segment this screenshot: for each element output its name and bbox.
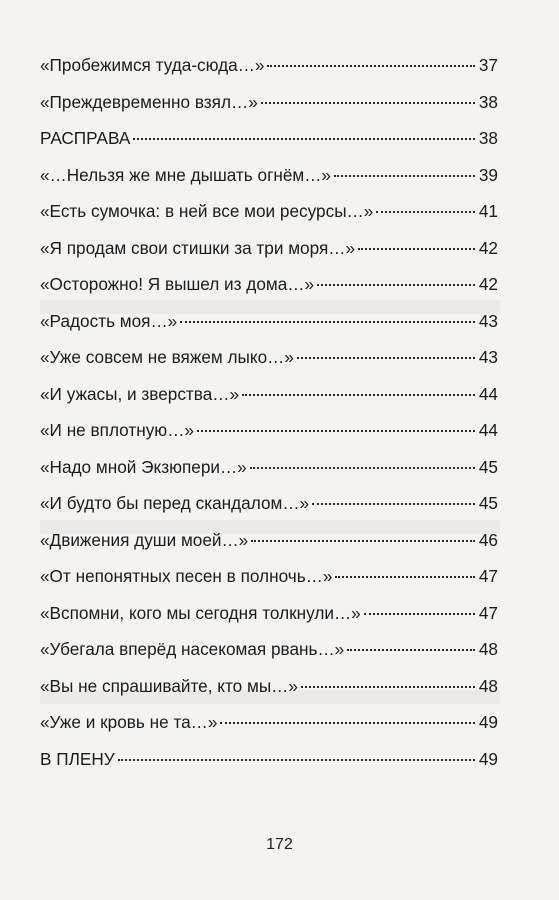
toc-entry-page: 45 [478,493,498,513]
toc-entry [40,488,498,525]
toc-entry-page: 37 [478,55,498,75]
toc-entry-page: 38 [478,128,498,148]
toc-entry-page: 47 [478,602,498,623]
dot-leader [334,175,475,177]
toc-entry-page: 43 [478,310,498,331]
dot-leader [267,65,474,67]
toc-entry-page: 38 [478,91,498,112]
dot-leader [197,430,475,432]
toc-entry-title: «Движения души моей…» [40,529,249,550]
toc-entry-page: 39 [478,164,498,185]
dot-leader [261,102,475,104]
toc-entry-title: «И не вплотную…» [40,420,194,440]
toc-entry-title: «Преждевременно взял…» [40,91,258,112]
dot-leader [301,686,475,688]
dot-leader [297,357,475,359]
toc-entry-title: «И ужасы, и зверства…» [40,383,240,404]
toc-entry-title: РАСПРАВА [40,128,131,148]
toc-entry [40,160,498,197]
toc-entry [40,87,498,124]
toc-entry-title: «Радость моя…» [40,310,178,331]
toc-entry-title: В ПЛЕНУ [40,748,115,769]
toc-entry-page: 45 [478,456,498,477]
toc-entry [40,598,498,635]
toc-entry [40,306,498,343]
toc-entry [40,671,498,708]
dot-leader [242,394,475,396]
toc-entry-title: «Я продам свои стишки за три моря…» [40,237,356,258]
dot-leader [133,138,475,140]
toc-entry-title: «И будто бы перед скандалом…» [40,493,310,513]
dot-leader [376,211,475,213]
dot-leader [364,613,475,615]
dot-leader [220,722,474,724]
page-number: 172 [266,836,293,853]
toc-entry-title: «Пробежимся туда-сюда…» [40,55,265,75]
toc-entry-page: 44 [478,420,498,440]
dot-leader [180,321,475,323]
toc-entry [40,50,498,87]
toc-entry [40,707,498,744]
dot-leader [250,467,475,469]
toc-entry [40,525,498,562]
toc-entry-page: 47 [478,566,498,586]
toc-entry [40,415,498,452]
dot-leader [251,540,475,542]
toc-entry-title: «Убегала вперёд насекомая рвань…» [40,639,345,659]
dot-leader [347,649,475,651]
toc-entry-page: 46 [478,529,498,550]
dot-leader [118,759,475,761]
dot-leader [317,284,475,286]
toc-entry [40,744,498,781]
toc-entry-title: «Надо мной Экзюпери…» [40,456,247,477]
toc-entry [40,634,498,671]
table-of-contents [40,50,498,780]
toc-entry-title: «Осторожно! Я вышел из дома…» [40,274,315,294]
toc-entry [40,269,498,306]
toc-entry-title: «Есть сумочка: в ней все мои ресурсы…» [40,201,374,221]
toc-entry-page: 48 [478,675,498,696]
toc-entry-title: «Вы не спрашивайте, кто мы…» [40,675,298,696]
toc-entry-page: 43 [478,347,498,367]
toc-entry-page: 42 [478,274,498,294]
toc-entry [40,452,498,489]
toc-entry [40,379,498,416]
toc-entry-page: 49 [478,748,498,769]
toc-entry [40,561,498,598]
toc-entry-title: «Уже и кровь не та…» [40,712,218,732]
toc-entry [40,342,498,379]
toc-entry-page: 48 [478,639,498,659]
toc-entry-page: 49 [478,712,498,732]
toc-entry-page: 44 [478,383,498,404]
toc-entry [40,123,498,160]
toc-entry-title: «От непонятных песен в полночь…» [40,566,333,586]
dot-leader [312,503,475,505]
toc-entry-title: «…Нельзя же мне дышать огнём…» [40,164,331,185]
toc-entry-title: «Уже совсем не вяжем лыко…» [40,347,294,367]
toc-entry [40,233,498,270]
dot-leader [358,248,475,250]
dot-leader [335,576,474,578]
toc-entry-page: 42 [478,237,498,258]
toc-entry-page: 41 [478,201,498,221]
toc-entry-title: «Вспомни, кого мы сегодня толкнули…» [40,602,361,623]
toc-entry [40,196,498,233]
